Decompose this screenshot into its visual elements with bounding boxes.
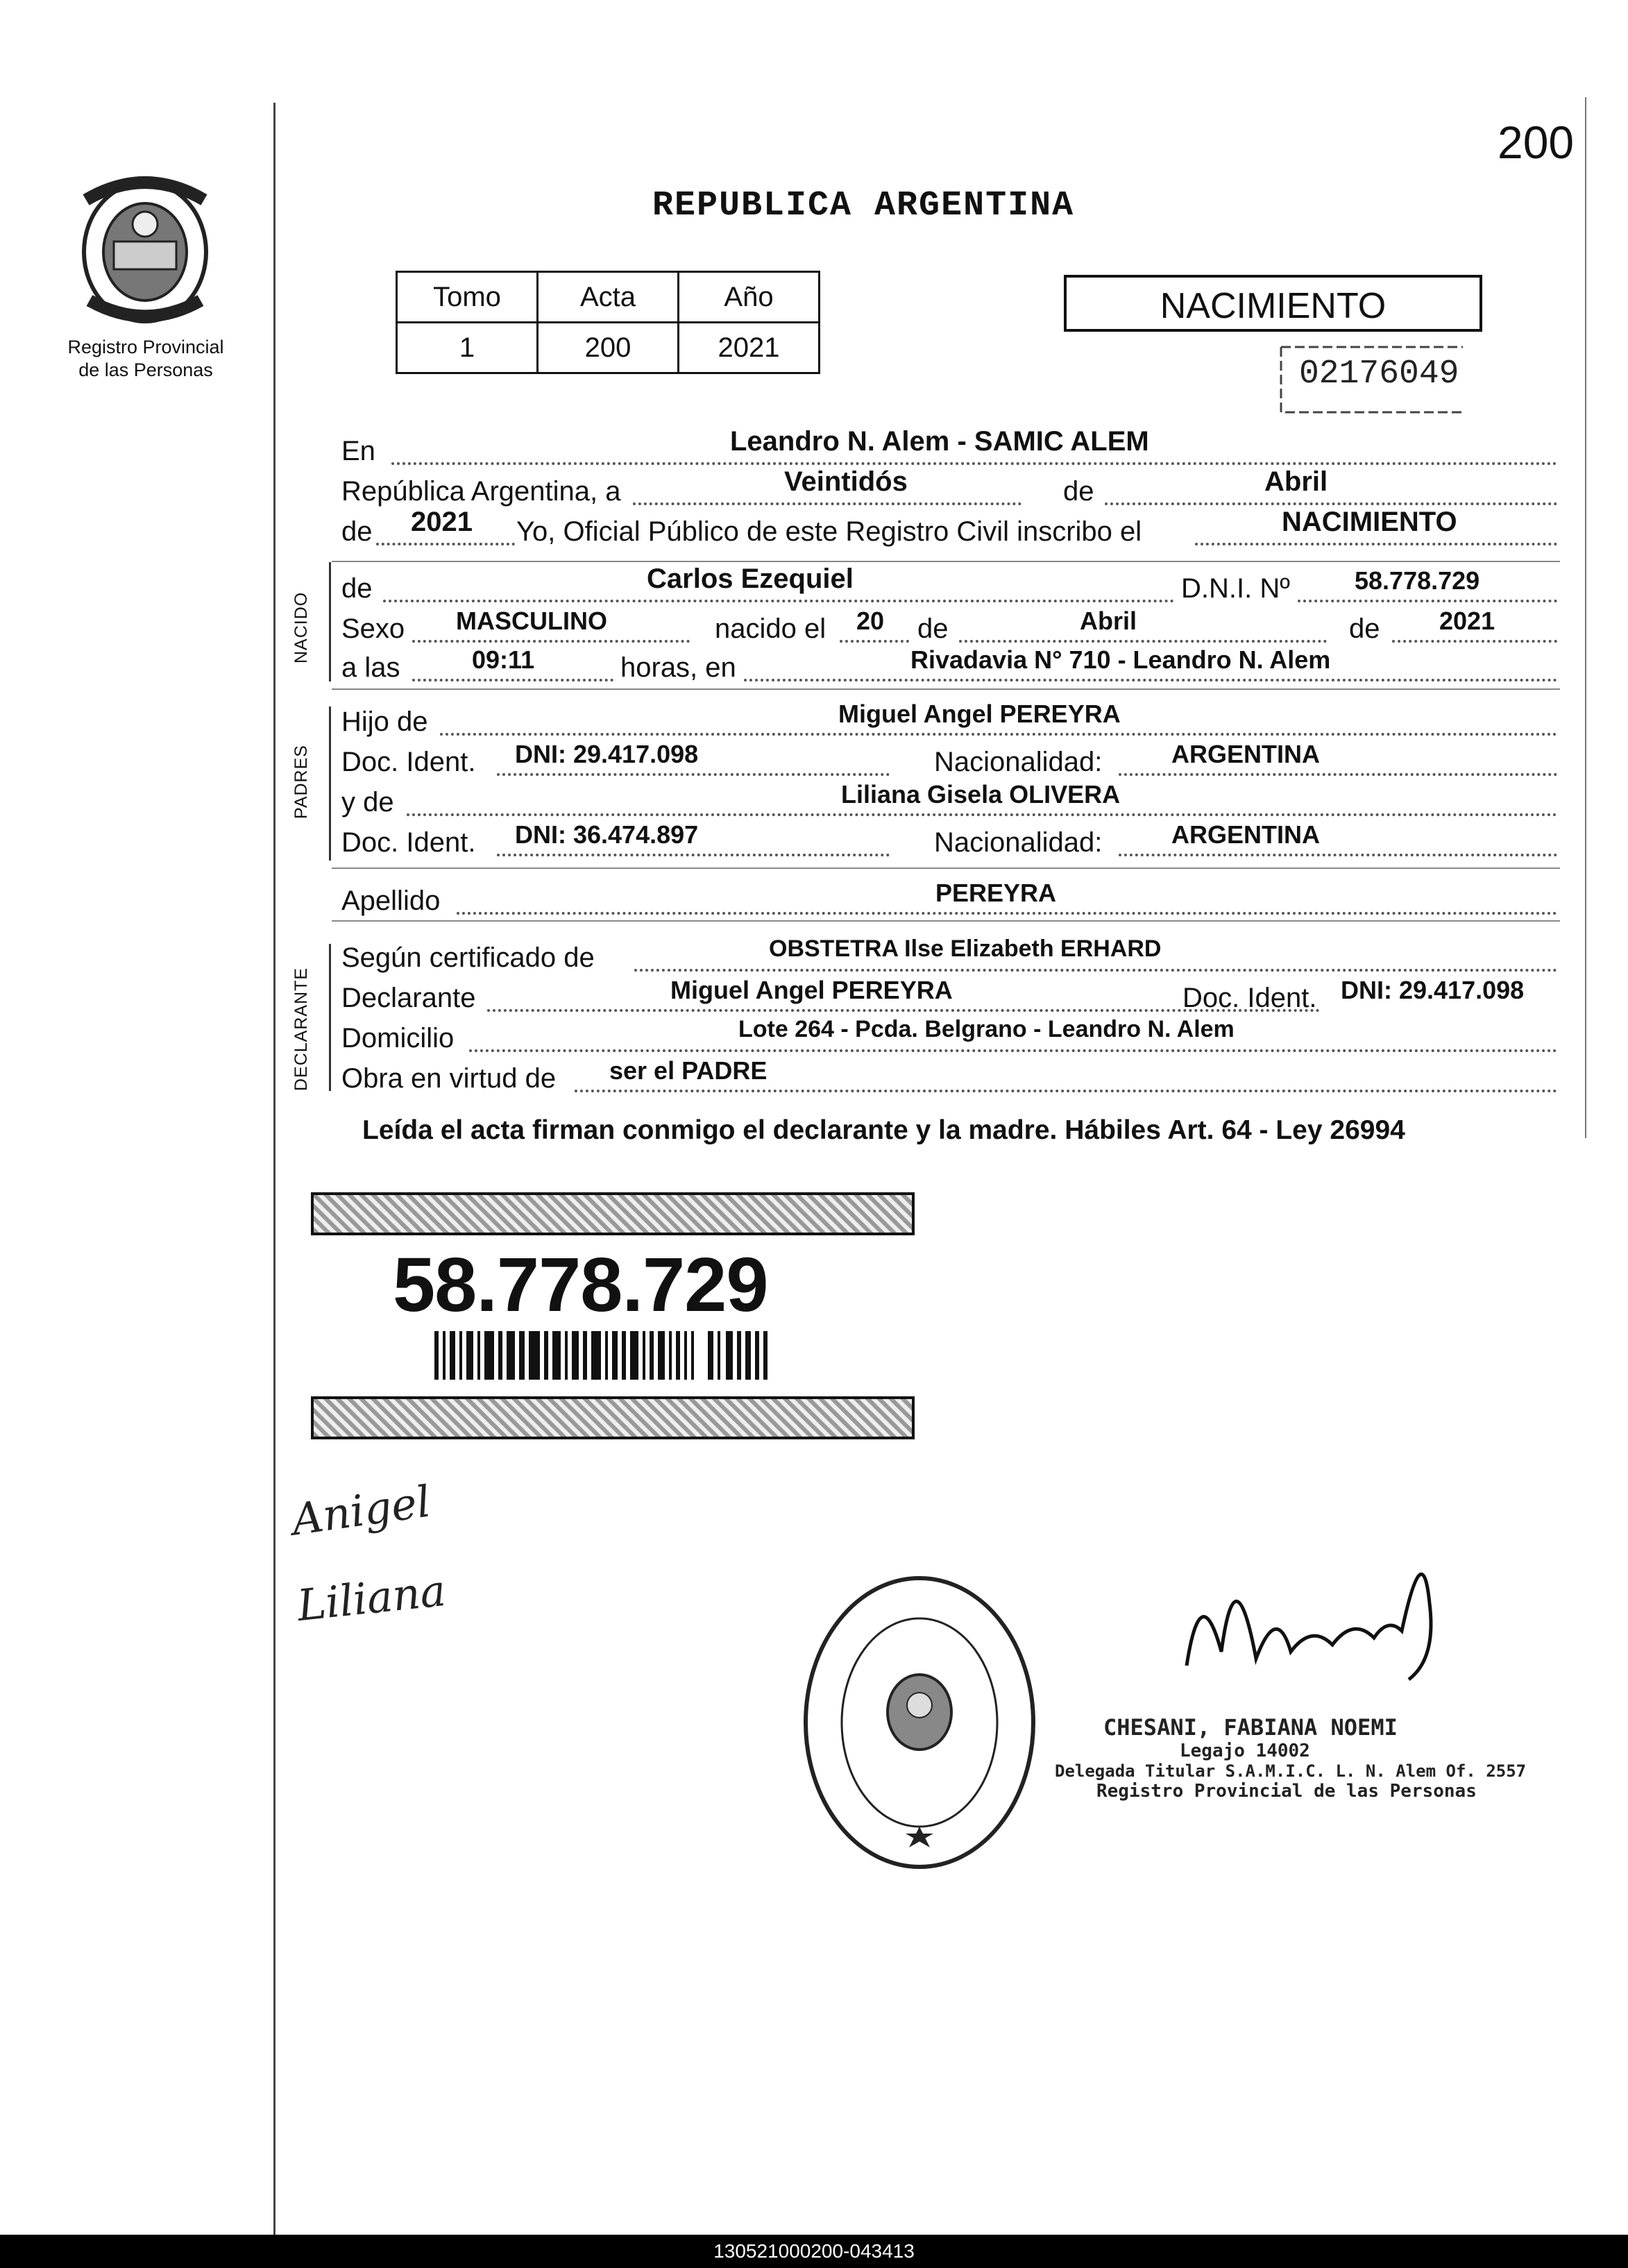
row-padre (341, 697, 1557, 736)
official-office: Registro Provincial de las Personas (1096, 1781, 1477, 1802)
row-sexo (341, 604, 1557, 643)
table-value-acta: 200 (538, 323, 679, 373)
label-de-anio: de (341, 516, 373, 547)
document-title: REPUBLICA ARGENTINA (652, 186, 1075, 226)
tomo-acta-anio-table (396, 271, 820, 374)
row-hora-lugar (341, 643, 1557, 682)
value-sexo: MASCULINO (456, 607, 607, 635)
label-doc-ident-declarante: Doc. Ident. (1182, 983, 1317, 1013)
value-nombre: Carlos Ezequiel (647, 564, 854, 594)
value-virtud: ser el PADRE (609, 1056, 768, 1085)
label-domicilio: Domicilio (341, 1023, 455, 1053)
label-dni: D.N.I. Nº (1181, 573, 1290, 604)
row-fecha (341, 466, 1557, 505)
signature-mother: Liliana (294, 1564, 448, 1632)
declarante-bracket (329, 944, 331, 1091)
official-stamp (798, 1570, 1041, 1875)
label-doc-ident-madre: Doc. Ident. (341, 827, 476, 858)
label-apellido: Apellido (341, 886, 441, 916)
barcode-band-bottom (311, 1396, 915, 1439)
label-y-de: y de (341, 787, 394, 818)
row-declarante (341, 973, 1557, 1012)
label-nacionalidad-madre: Nacionalidad: (934, 827, 1103, 858)
barcode (434, 1331, 768, 1380)
left-margin-line (273, 103, 275, 2240)
value-tipo-inscripcion: NACIMIENTO (1282, 507, 1457, 537)
id-number-large: 58.778.729 (393, 1242, 768, 1328)
signature-father: Anigel (288, 1475, 434, 1546)
row-certificado (341, 933, 1557, 972)
official-role: Delegada Titular S.A.M.I.C. L. N. Alem Of. 2557 (1055, 1761, 1527, 1781)
table-header-acta: Acta (538, 272, 679, 323)
row-domicilio (341, 1013, 1557, 1052)
row-madre-doc (341, 818, 1557, 856)
value-anio: 2021 (411, 507, 473, 537)
padres-bracket (329, 706, 331, 861)
row-padre-doc (341, 737, 1557, 776)
value-lugar: Leandro N. Alem - SAMIC ALEM (730, 426, 1149, 457)
value-padre-nac: ARGENTINA (1171, 740, 1320, 768)
label-en: En (341, 436, 375, 466)
label-de-mes-nac: de (917, 613, 949, 644)
label-de-mes: de (1063, 476, 1094, 507)
value-domicilio: Lote 264 - Pcda. Belgrano - Leandro N. Alem (738, 1016, 1235, 1042)
label-de-anio-nac: de (1349, 613, 1380, 644)
value-dni-nacido: 58.778.729 (1355, 566, 1480, 595)
nacido-section-top (332, 561, 1560, 562)
label-doc-ident-padre: Doc. Ident. (341, 747, 476, 777)
table-value-tomo: 1 (397, 323, 538, 373)
section-label-declarante: DECLARANTE (291, 967, 311, 1091)
act-type-box: NACIMIENTO (1064, 275, 1482, 332)
value-declarante: Miguel Angel PEREYRA (670, 976, 953, 1004)
section-label-padres: PADRES (291, 745, 311, 819)
section-label-nacido: NACIDO (291, 591, 311, 663)
label-nacido-el: nacido el (715, 613, 826, 644)
official-name: CHESANI, FABIANA NOEMI (1103, 1714, 1398, 1741)
row-virtud (341, 1053, 1557, 1092)
misiones-coat-of-arms-logo (72, 165, 218, 332)
official-signature-scribble (1173, 1520, 1471, 1707)
label-de-nombre: de (341, 573, 373, 604)
value-declarante-doc: DNI: 29.417.098 (1341, 976, 1525, 1004)
value-madre-doc: DNI: 36.474.897 (515, 820, 699, 849)
label-declarante: Declarante (341, 983, 476, 1013)
apellido-section-top (332, 868, 1560, 869)
value-padre-doc: DNI: 29.417.098 (515, 740, 699, 768)
row-inscripcion (341, 507, 1557, 545)
table-header-tomo: Tomo (397, 272, 538, 323)
value-lugar-nac: Rivadavia N° 710 - Leandro N. Alem (910, 645, 1331, 674)
value-hora: 09:11 (472, 645, 535, 674)
label-nacionalidad-padre: Nacionalidad: (934, 747, 1103, 777)
footer-code-bar: 130521000200-043413 (0, 2235, 1628, 2268)
label-obra-en-virtud: Obra en virtud de (341, 1063, 557, 1094)
table-value-anio: 2021 (679, 323, 820, 373)
label-yo-oficial: Yo, Oficial Público de este Registro Civil inscribo el (516, 516, 1142, 547)
serial-number: 02176049 (1299, 355, 1459, 393)
value-madre-nac: ARGENTINA (1171, 820, 1320, 849)
label-horas-en: horas, en (620, 652, 736, 683)
logo-caption-line2: de las Personas (78, 359, 213, 380)
padres-section-top (332, 688, 1560, 690)
label-sexo: Sexo (341, 613, 405, 644)
value-apellido: PEREYRA (935, 879, 1057, 907)
value-certificado: OBSTETRA Ilse Elizabeth ERHARD (769, 936, 1162, 962)
value-mes: Abril (1264, 466, 1328, 497)
reading-note: Leída el acta firman conmigo el declarante y la madre. Hábiles Art. 64 - Ley 26994 (362, 1115, 1405, 1145)
label-republica: República Argentina, a (341, 476, 621, 507)
logo-caption (28, 336, 264, 382)
right-margin-line (1585, 97, 1586, 1138)
value-madre: Liliana Gisela OLIVERA (841, 780, 1121, 809)
page-number: 200 (1498, 117, 1575, 168)
nacido-bracket (329, 562, 331, 682)
row-nombre (341, 564, 1557, 602)
value-anio-nac: 2021 (1439, 607, 1495, 635)
label-segun-certificado: Según certificado de (341, 942, 595, 973)
table-header-anio: Año (679, 272, 820, 323)
logo-caption-line1: Registro Provincial (67, 337, 224, 357)
value-padre: Miguel Angel PEREYRA (838, 700, 1121, 728)
declarante-section-top (332, 920, 1560, 922)
value-dia: Veintidós (784, 466, 908, 497)
barcode-band-top (311, 1192, 915, 1235)
label-hijo-de: Hijo de (341, 706, 428, 737)
row-lugar (341, 426, 1557, 465)
official-legajo: Legajo 14002 (1180, 1741, 1310, 1761)
row-madre (341, 777, 1557, 816)
value-dia-nac: 20 (856, 607, 885, 635)
row-apellido (341, 876, 1557, 915)
value-mes-nac: Abril (1080, 607, 1137, 635)
official-signature-block (1055, 1714, 1526, 1802)
label-a-las: a las (341, 652, 400, 683)
